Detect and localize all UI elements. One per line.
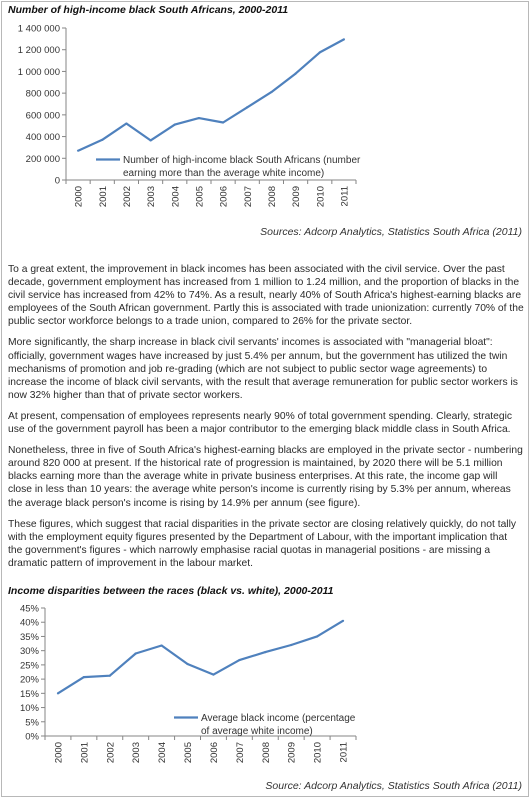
chart1-x-tick-label: 2003 (146, 186, 158, 208)
chart1-data-point (77, 150, 79, 152)
chart1-legend-label: earning more than the average white income) (123, 168, 325, 179)
chart1-y-tick-label: 800 000 (25, 88, 60, 100)
chart2-legend-label: Average black income (percentage (201, 713, 356, 724)
chart1-x-tick-label: 2008 (266, 186, 278, 208)
chart1-x-tick-label: 2007 (242, 186, 254, 208)
chart2-data-point (186, 663, 188, 665)
chart1-data-point (343, 38, 345, 40)
chart2-source: Source: Adcorp Analytics, Statistics South Africa (2011) (265, 780, 522, 792)
chart1-y-tick-label: 400 000 (25, 132, 60, 144)
chart1-x-tick-label: 2006 (218, 186, 230, 208)
chart2-x-tick-label: 2001 (79, 742, 91, 764)
chart2-data-point (212, 673, 214, 675)
chart2-legend-label: of average white income) (201, 726, 313, 737)
chart1-y-tick-label: 600 000 (25, 110, 60, 122)
chart2-data-point (83, 676, 85, 678)
chart2-x-tick-label: 2006 (208, 742, 220, 764)
chart1-x-tick-label: 2005 (194, 186, 206, 208)
chart2-y-tick-label: 20% (19, 674, 39, 686)
chart1-y-tick-label: 200 000 (25, 153, 60, 165)
chart1-y-tick-label: 1 400 000 (17, 23, 60, 35)
chart1-series-line (78, 39, 344, 150)
chart1-data-point (319, 51, 321, 53)
chart1-data-point (294, 73, 296, 75)
chart2-y-tick-label: 40% (19, 617, 39, 629)
chart2-x-tick-label: 2011 (338, 742, 350, 763)
chart2-y-tick-label: 25% (19, 660, 39, 672)
chart1-x-tick-label: 2011 (339, 186, 351, 207)
chart1-data-point (125, 122, 127, 124)
chart1-title: Number of high-income black South Africans, 2000-2011 (8, 4, 289, 16)
chart2-x-tick-label: 2005 (183, 742, 195, 764)
chart2-x-tick-label: 2002 (105, 742, 117, 764)
chart1-x-tick-label: 2009 (291, 186, 303, 208)
chart2-x-tick-label: 2010 (312, 742, 324, 764)
chart1-data-point (149, 139, 151, 141)
chart2-x-tick-label: 2007 (234, 742, 246, 764)
chart1-x-tick-label: 2001 (97, 186, 109, 208)
paragraph-4: Nonetheless, three in five of South Africa's highest-earning blacks are employed in the private sector - numbering around 820 000 at present. If the historical rate of progression is maintained, by 2020 there will be 5.1 million blacks earning more than the average white in private business enterprises. At this rate, the income gap will close in less than 10 years: the average white person's income is currently rising by 5.3% per annum, whereas the average black person's income is rising by 14.9% per annum (see figure). (8, 445, 523, 509)
chart2-x-tick-label: 2009 (286, 742, 298, 764)
chart1-data-point (246, 106, 248, 108)
chart1-data-point (101, 139, 103, 141)
chart2-title: Income disparities between the races (black vs. white), 2000-2011 (8, 585, 334, 597)
chart1-x-tick-label: 2004 (170, 186, 182, 208)
paragraph-3: At present, compensation of employees represents nearly 90% of total government spending. Clearly, strategic use of the government payroll has been a major contributor to the emerging black middle class in South Africa. (8, 410, 513, 436)
chart2-y-tick-label: 15% (19, 688, 39, 700)
paragraph-2: More significantly, the sharp increase in black civil servants' incomes is associated with "managerial bloat": officially, government wages have increased by just 5.4% per annum, but the government has utilized the twin mechanisms of promotion and job re-grading (which are not subject to public sector wage agreements) to increase the income of black civil servants, with the result that average remuneration for public sector workers is now 32% higher than that of private sector workers. (8, 337, 518, 401)
chart2-x-tick-label: 2003 (131, 742, 143, 764)
chart2-data-point (342, 620, 344, 622)
paragraph-1: To a great extent, the improvement in black incomes has been associated with the civil service. Over the past decade, government employment has increased from 1 million to 1.24 million, and the proportion of blacks in the civil service has increased from 42% to 74%. As a result, nearly 40% of South Africa's highest-earning blacks are employees of the South African government. Partly this is associated with trade unionization: currently 70% of the public sector workforce belongs to a trade union, compared to 26% for the private sector. (8, 264, 524, 328)
chart1-y-tick-label: 1 000 000 (17, 66, 60, 78)
chart2-y-tick-label: 45% (19, 603, 39, 615)
chart1-data-point (222, 121, 224, 123)
chart1-x-tick-label: 2010 (315, 186, 327, 208)
chart1-data-point (174, 124, 176, 126)
chart2-data-point (264, 651, 266, 653)
chart2-data-point (316, 635, 318, 637)
chart2-x-tick-label: 2004 (157, 742, 169, 764)
chart2-y-tick-label: 5% (25, 717, 39, 729)
chart1-svg (8, 18, 524, 218)
chart2-data-point (109, 675, 111, 677)
chart1-y-tick-label: 0 (54, 175, 60, 187)
chart1-legend-label: Number of high-income black South Africans (number (123, 155, 361, 166)
article-body (8, 263, 524, 578)
chart1-x-tick-label: 2002 (121, 186, 133, 208)
chart2-data-point (57, 692, 59, 694)
chart2-series-line (58, 621, 343, 694)
chart1-data-point (198, 117, 200, 119)
chart1-source: Sources: Adcorp Analytics, Statistics South Africa (2011) (260, 226, 522, 238)
chart2-data-point (161, 644, 163, 646)
chart1-container (8, 18, 524, 218)
chart2-x-tick-label: 2008 (260, 742, 272, 764)
chart2-container (8, 598, 524, 776)
chart2-data-point (290, 644, 292, 646)
chart2-y-tick-label: 30% (19, 646, 39, 658)
chart2-y-tick-label: 35% (19, 631, 39, 643)
chart2-data-point (238, 659, 240, 661)
chart2-svg (8, 598, 524, 776)
chart2-x-tick-label: 2000 (53, 742, 65, 764)
chart2-y-tick-label: 10% (19, 703, 39, 715)
chart1-x-tick-label: 2000 (73, 186, 85, 208)
chart2-data-point (135, 652, 137, 654)
chart2-y-tick-label: 0% (25, 731, 39, 743)
paragraph-5: These figures, which suggest that racial disparities in the private sector are closing relatively quickly, do not tally with the employment equity figures presented by the Department of Labour, with the important implication that the government's figures - which narrowly emphasise racial quotas in managerial positions - are missing a dramatic pattern of improvement in the labour market. (8, 518, 517, 569)
chart1-data-point (270, 91, 272, 93)
chart1-y-tick-label: 1 200 000 (17, 45, 60, 57)
